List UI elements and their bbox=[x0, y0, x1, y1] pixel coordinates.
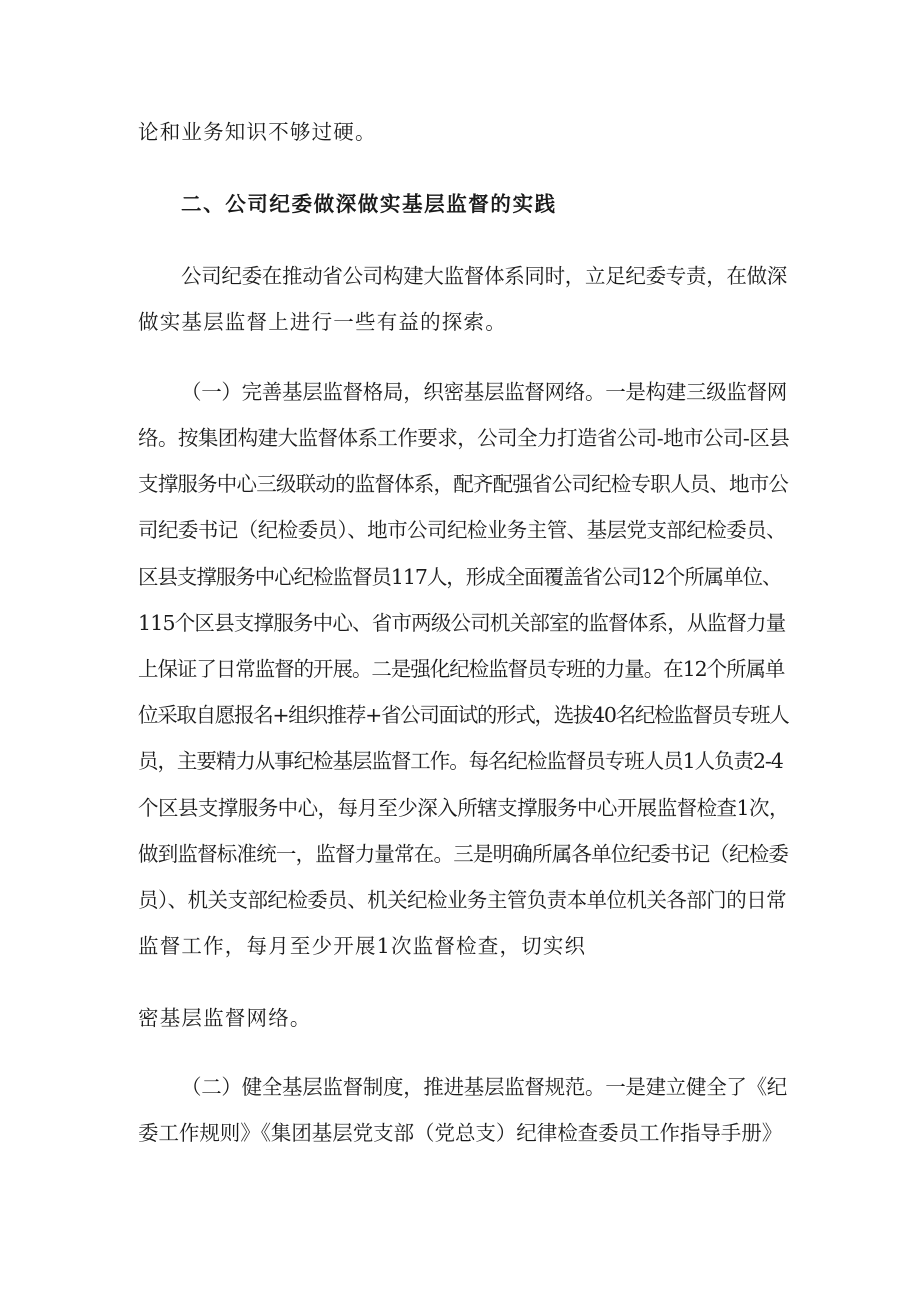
paragraph-line: 公司纪委在推动省公司构建大监督体系同时，立足纪委专责，在做深 bbox=[181, 264, 787, 288]
paragraph-tail-line: 论和业务知识不够过硬。 bbox=[138, 120, 377, 144]
paragraph-line: （二）健全基层监督制度，推进基层监督规范。一是建立健全了《纪 bbox=[181, 1075, 787, 1099]
section-heading: 二、公司纪委做深做实基层监督的实践 bbox=[181, 192, 557, 216]
paragraph-line: 上保证了日常监督的开展。二是强化纪检监督员专班的力量。在12个所属单 bbox=[138, 657, 785, 681]
paragraph-line: 司纪委书记（纪检委员）、地市公司纪检业务主管、基层党支部纪检委员、 bbox=[138, 518, 787, 542]
paragraph-line: 员，主要精力从事纪检基层监督工作。每名纪检监督员专班人员1人负责2-4 bbox=[138, 749, 783, 773]
paragraph-line: 员）、机关支部纪检委员、机关纪检业务主管负责本单位机关各部门的日常 bbox=[138, 888, 787, 912]
paragraph-line: 做到监督标准统一，监督力量常在。三是明确所属各单位纪委书记（纪检委 bbox=[138, 842, 789, 866]
paragraph-line: 支撑服务中心三级联动的监督体系，配齐配强省公司纪检专职人员、地市公 bbox=[138, 472, 789, 496]
paragraph-line: 个区县支撑服务中心，每月至少深入所辖支撑服务中心开展监督检查1次， bbox=[138, 796, 789, 820]
paragraph-line: 区县支撑服务中心纪检监督员117人，形成全面覆盖省公司12个所属单位、 bbox=[138, 565, 782, 589]
paragraph-line: 络。按集团构建大监督体系工作要求，公司全力打造省公司-地市公司-区县 bbox=[138, 426, 790, 450]
paragraph-line: 委工作规则》《集团基层党支部（党总支）纪律检查委员工作指导手册》 bbox=[138, 1121, 783, 1145]
paragraph-line: （一）完善基层监督格局，织密基层监督网络。一是构建三级监督网 bbox=[181, 380, 787, 404]
paragraph-line: 监督工作，每月至少开展1次监督检查，切实织 bbox=[138, 934, 587, 958]
paragraph-line: 位采取自愿报名+组织推荐+省公司面试的形式，选拔40名纪检监督员专班人 bbox=[138, 703, 789, 727]
paragraph-line: 115个区县支撑服务中心、省市两级公司机关部室的监督体系，从监督力量 bbox=[138, 611, 786, 635]
paragraph-line: 密基层监督网络。 bbox=[138, 1006, 312, 1030]
paragraph-line: 做实基层监督上进行一些有益的探索。 bbox=[138, 310, 507, 334]
